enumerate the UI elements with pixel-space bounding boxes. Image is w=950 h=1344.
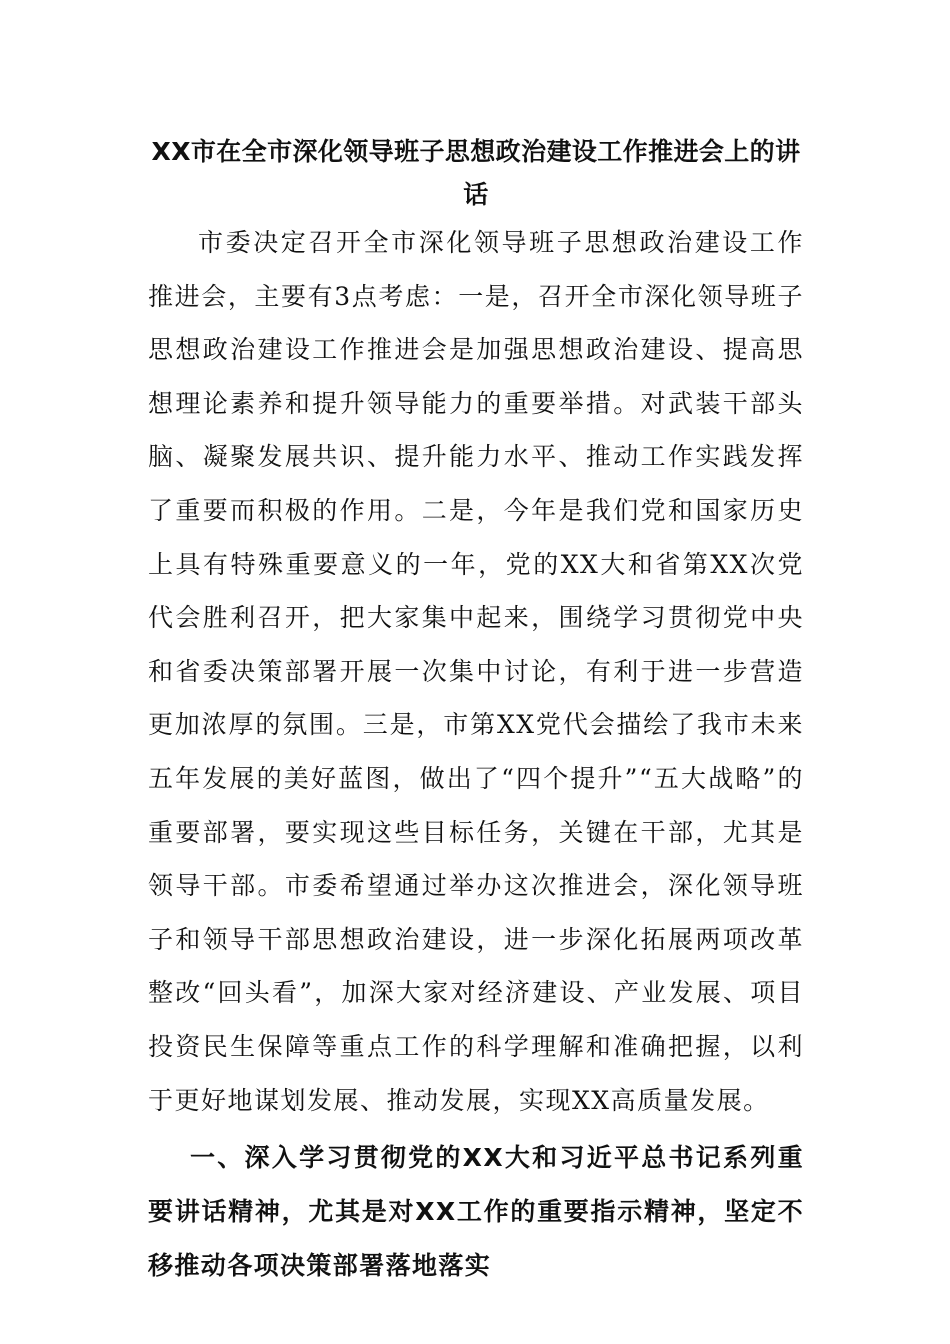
body-paragraph: 市委决定召开全市深化领导班子思想政治建设工作推进会，主要有3点考虑：一是，召开全市深化领导班子思想政治建设工作推进会是加强思想政治建设、提高思想理论素养和提升领导能力的重要举措。对武装干部头脑、凝聚发展共识、提升能力水平、推动工作实践发挥了重要而积极的作用。二是，今年是我们党和国家历史上具有特殊重要意义的一年，党的XX大和省第XX次党代会胜利召开，把大家集中起来，围绕学习贯彻党中央和省委决策部署开展一次集中讨论，有利于进一步营造更加浓厚的氛围。三是，市第XX党代会描绘了我市未来五年发展的美好蓝图，做出了“四个提升”“五大战略”的重要部署，要实现这些目标任务，关键在干部，尤其是领导干部。市委希望通过举办这次推进会，深化领导班子和领导干部思想政治建设，进一步深化拓展两项改革整改“回头看”，加深大家对经济建设、产业发展、项目投资民生保障等重点工作的科学理解和准确把握，以利于更好地谋划发展、推动发展，实现XX高质量发展。 [148, 228, 804, 1115]
section-heading: 一、深入学习贯彻党的XX大和习近平总书记系列重要讲话精神，尤其是对XX工作的重要指示精神，坚定不移推动各项决策部署落地落实 [148, 1143, 804, 1281]
document-page [148, 130, 804, 1293]
document-title: XX市在全市深化领导班子思想政治建设工作推进会上的讲话 [151, 137, 801, 209]
